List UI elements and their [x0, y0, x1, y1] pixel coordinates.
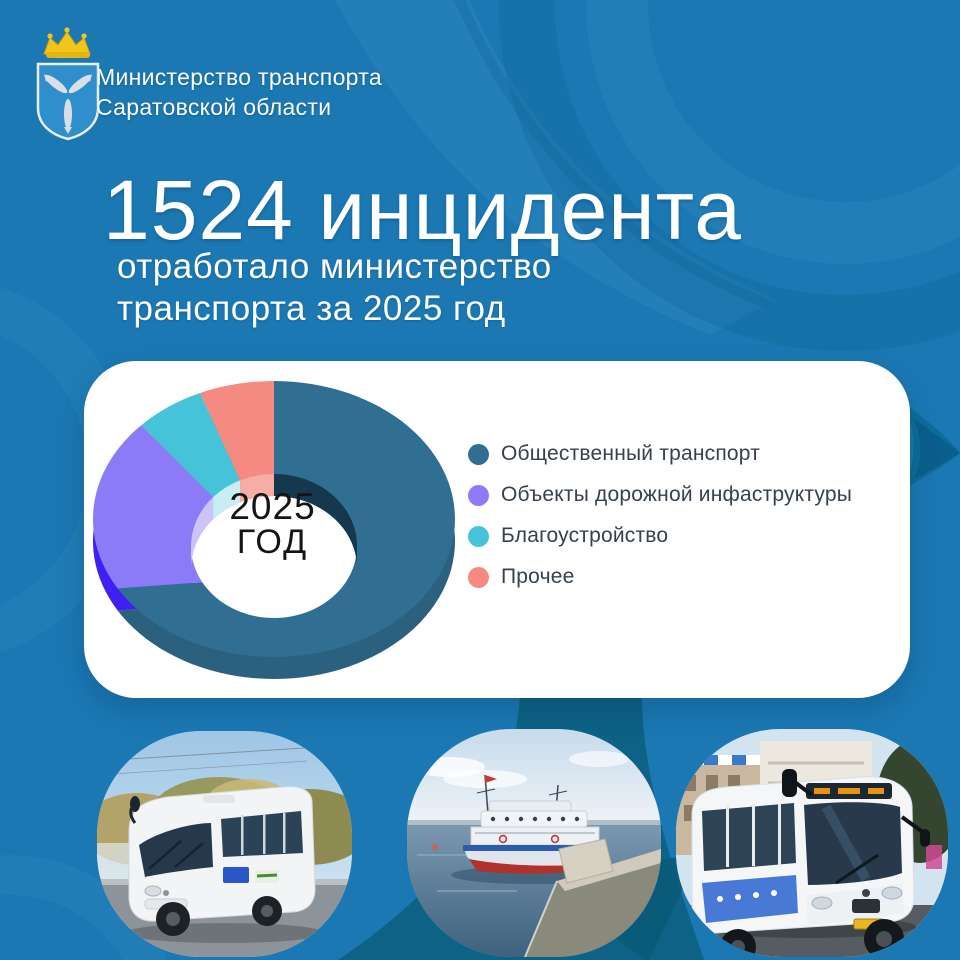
page-title: 1524 инцидента: [103, 163, 742, 257]
chart-legend: [468, 443, 852, 588]
center-year-word: ГОД: [236, 523, 309, 561]
org-name-line2: Саратовской области: [96, 94, 332, 120]
ministry-logo: [30, 24, 106, 142]
legend-dot-icon: [468, 567, 489, 588]
subtitle-line2: транспорта за 2025 год: [117, 289, 506, 328]
crown-icon: [44, 27, 90, 58]
center-year: 2025: [229, 486, 316, 527]
legend-item-landscaping: Благоустройство: [468, 525, 852, 547]
legend-dot-icon: [468, 485, 489, 506]
subtitle-line1: отработало министерство: [117, 247, 552, 286]
legend-item-road-infrastructure: Объекты дорожной инфаструктуры: [468, 484, 852, 506]
suburban-bus-photo: [97, 731, 352, 957]
city-bus-photo: [676, 729, 948, 957]
donut-center-label: [190, 486, 355, 561]
legend-item-other: Прочее: [468, 566, 852, 588]
legend-dot-icon: [468, 444, 489, 465]
shield-icon: [38, 64, 98, 139]
org-name-line1: Министерство транспорта: [96, 64, 382, 90]
river-ship-photo: [407, 729, 661, 957]
org-name: [96, 62, 382, 122]
legend-item-public-transport: Общественный транспорт: [468, 443, 852, 465]
page-subtitle: [117, 246, 757, 330]
bus-illustration: [692, 769, 930, 957]
legend-dot-icon: [468, 526, 489, 547]
